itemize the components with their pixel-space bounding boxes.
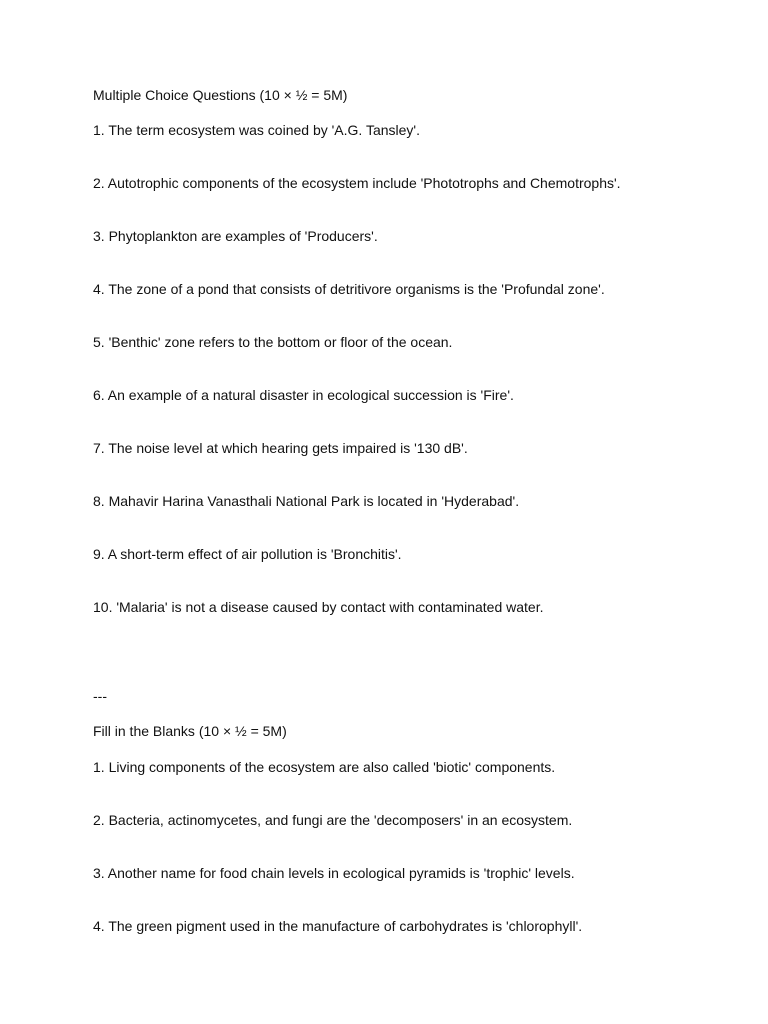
mcq-heading: Multiple Choice Questions (10 × ½ = 5M) [93,87,348,103]
mcq-item-4: 4. The zone of a pond that consists of detritivore organisms is the 'Profundal zone'. [93,281,605,297]
fill-blanks-item-1: 1. Living components of the ecosystem are also called 'biotic' components. [93,759,556,775]
fill-blanks-item-3: 3. Another name for food chain levels in ecological pyramids is 'trophic' levels. [93,865,575,881]
mcq-item-1: 1. The term ecosystem was coined by 'A.G. Tansley'. [93,122,420,138]
mcq-item-6: 6. An example of a natural disaster in ecological succession is 'Fire'. [93,387,514,403]
mcq-item-10: 10. 'Malaria' is not a disease caused by contact with contaminated water. [93,599,544,615]
mcq-item-2: 2. Autotrophic components of the ecosystem include 'Phototrophs and Chemotrophs'. [93,175,621,191]
mcq-item-8: 8. Mahavir Harina Vanasthali National Park is located in 'Hyderabad'. [93,493,520,509]
mcq-item-9: 9. A short-term effect of air pollution is 'Bronchitis'. [93,546,402,562]
section-separator: --- [93,688,107,704]
fill-blanks-item-2: 2. Bacteria, actinomycetes, and fungi are the 'decomposers' in an ecosystem. [93,812,573,828]
mcq-item-7: 7. The noise level at which hearing gets impaired is '130 dB'. [93,440,468,456]
fill-blanks-heading: Fill in the Blanks (10 × ½ = 5M) [93,723,287,739]
fill-blanks-item-4: 4. The green pigment used in the manufacture of carbohydrates is 'chlorophyll'. [93,918,583,934]
mcq-item-3: 3. Phytoplankton are examples of 'Producers'. [93,228,378,244]
mcq-item-5: 5. 'Benthic' zone refers to the bottom or floor of the ocean. [93,334,453,350]
